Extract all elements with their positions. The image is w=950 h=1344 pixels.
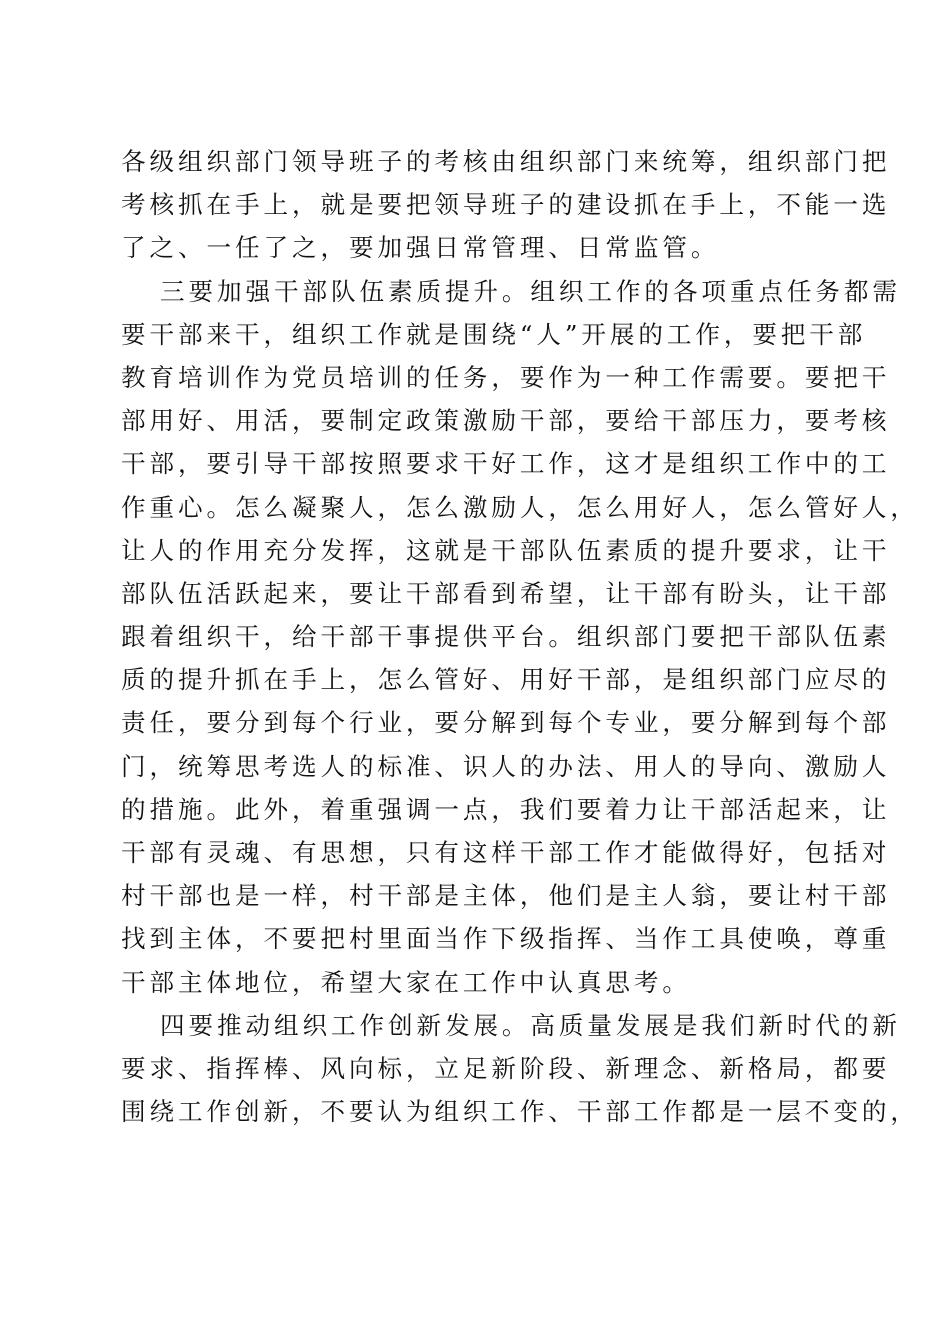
text-line: 的措施。此外，着重强调一点，我们要着力让干部活起来，让 (121, 794, 891, 824)
text-line: 部用好、用活，要制定政策激励干部，要给干部压力，要考核 (121, 406, 891, 436)
text-line: 围绕工作创新，不要认为组织工作、干部工作都是一层不变的， (121, 1097, 919, 1127)
text-line: 质的提升抓在手上，怎么管好、用好干部，是组织部门应尽的 (121, 665, 891, 695)
text-line: 各级组织部门领导班子的考核由组织部门来统筹，组织部门把 (121, 147, 891, 176)
text-line: 干部主体地位，希望大家在工作中认真思考。 (121, 967, 691, 997)
text-line: 教育培训作为党员培训的任务，要作为一种工作需要。要把干 (121, 362, 891, 392)
body-text (121, 140, 919, 1133)
text-line: 找到主体，不要把村里面当作下级指挥、当作工具使唤，尊重 (121, 924, 891, 954)
paragraph-start-line: 四要推动组织工作创新发展。高质量发展是我们新时代的新 (160, 1010, 901, 1040)
text-line: 跟着组织干，给干部干事提供平台。组织部门要把干部队伍素 (121, 622, 891, 652)
text-line: 考核抓在手上，就是要把领导班子的建设抓在手上，不能一选 (121, 190, 891, 220)
text-line: 部队伍活跃起来，要让干部看到希望，让干部有盼头，让干部 (121, 578, 891, 608)
text-line: 干部有灵魂、有思想，只有这样干部工作才能做得好，包括对 (121, 838, 891, 867)
text-line: 要求、指挥棒、风向标，立足新阶段、新理念、新格局，都要 (121, 1053, 891, 1083)
text-line: 门，统筹思考选人的标准、识人的办法、用人的导向、激励人 (121, 751, 891, 781)
paragraph-start-line: 三要加强干部队伍素质提升。组织工作的各项重点任务都需 (160, 276, 901, 306)
text-line: 作重心。怎么凝聚人，怎么激励人，怎么用好人，怎么管好人， (121, 492, 919, 522)
text-line: 责任，要分到每个行业，要分解到每个专业，要分解到每个部 (121, 708, 891, 738)
text-line: 干部，要引导干部按照要求干好工作，这才是组织工作中的工 (121, 449, 891, 479)
text-line: 让人的作用充分发挥，这就是干部队伍素质的提升要求，让干 (121, 535, 891, 565)
text-line: 了之、一任了之，要加强日常管理、日常监管。 (121, 233, 720, 263)
text-line: 村干部也是一样，村干部是主体，他们是主人翁，要让村干部 (121, 881, 891, 911)
text-line: 要干部来干，组织工作就是围绕“人”开展的工作，要把干部 (121, 319, 867, 349)
